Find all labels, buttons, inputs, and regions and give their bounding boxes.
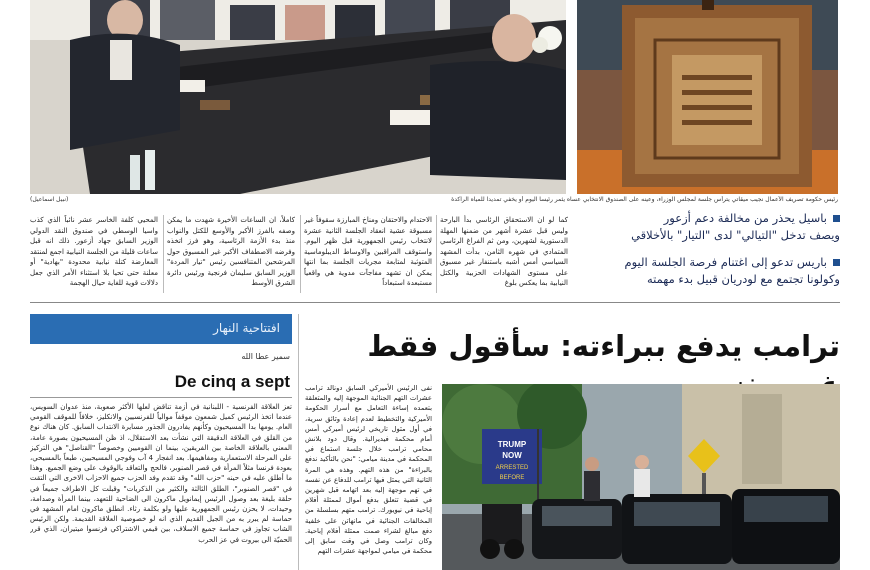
photo-credit: (نبيل اسماعيل) bbox=[30, 196, 69, 203]
bullet-square-icon bbox=[833, 215, 840, 222]
brief-line: باسيل يحذر من مخالفة دعم أزعور bbox=[663, 211, 827, 225]
opinion-body: تعز العلاقة الفرنسية - اللبنانية في أزمة تناقض لعلها الأكثر صعوبة، منذ عدوان السويس، عندما اتخذ الرئيس كميل شمعون موقفاً موالياً للفرنسيين والانكليز، خلافاً للموقف القومي العام. يومها بدا المسيحيون وكأنهم يفادرون الجذور مسايرة الانتداب السابق. كان هناك نوع من القلق في العلاقة الدقيقة التي نشأت بعد الاستقلال، اذ ظن المسيحيون بصورة عامة، المعني بالعلاقة الخاصة بين الفريقين، بينما ان القوميين وخصوصاً "القناصل" هي التركيز على المرحلة الاستعمارية ومفاهيمها. بعد انفجار 4 آب وفوجي المسيحيين، طبعاً بالمسيحي، بعودة فرنسا مثلاً المرأة في قصر الصنوبر، فالحج والتعاقد بالوقوف على وضع الجميع. وهذا ما أطلق عليه في حينه "حزب الله" وقد تقدم وفد الحزب جميع الاحزاب الاخرى التي التقت في "قصر الصنوبر"، الطلق الثالثة والكثير من الذكريات" وقبلت كل الاطراف جميعاً في حلقة بليغة بعد وصول الرئيس إيمانويل ماكرون الى الضاحية للتعهد، بينما المرأة وصدامة، وحيدات، لا يحزن رئيس الجمهورية عليها ولو بكلمة رثاء. انطلق ماكرون امام المشهد في حماسة لم يبرر به من الجيل القديم الذي انه لو خصوصية العلاقة القديمة. ولكن الرئيس الشاب تجاوز في حماسة جميع الاسلاف، بين قيمي الاشتراكي فرنسوا ميتيران، الذي قرر الحميّة الى بيروت في عز الحرب bbox=[30, 403, 292, 544]
photo-caption: رئيس حكومة تصريف الأعمال نجيب ميقاتي يترأس جلسة لمجلس الوزراء، وعينه على الصندوق الانتخابي عساه يثمر رئيساً اليوم أو يخفي تمديداً للمياه الراكدة bbox=[451, 196, 838, 203]
motorcade-image bbox=[442, 384, 840, 570]
column-divider bbox=[163, 215, 164, 293]
brief-item-2[interactable] bbox=[600, 254, 840, 288]
opinion-section-title: افتتاحية النهار bbox=[213, 321, 280, 335]
opinion-divider bbox=[30, 397, 292, 398]
motorcade-photo bbox=[442, 384, 840, 570]
bullet-square-icon bbox=[833, 259, 840, 266]
protest-sign-text: TRUMP bbox=[497, 440, 527, 449]
protest-sign-text: BEFORE bbox=[499, 475, 525, 481]
opinion-title: De cinq a sept bbox=[174, 372, 290, 391]
column-divider bbox=[300, 215, 301, 293]
top-column-2: الاحتدام والاحتقان ومناخ المبارزة سقوفاً غير مسبوقة عشية انعقاد الجلسة الثانية عشرة لانتخاب رئيس الجمهورية قبل ظهر اليوم. واستوقف المراقبين والاوساط الديبلوماسية المتوثبة لمتابعة مجريات الجلسة بما انتها يمكن ان تشهد مفاجآت مدوية هي واقعياً مستبعدة استبعاداً bbox=[304, 216, 432, 287]
section-divider bbox=[30, 302, 840, 303]
opinion-author: سمير عطا الله bbox=[241, 352, 290, 361]
column-divider bbox=[436, 215, 437, 293]
trump-story-text: نفى الرئيس الأميركي السابق دونالد ترامب عشرات التهم الجنائية الموجهة إليه والمتعلقة بتعمده إساءة التعامل مع أسرار الحكومة الأميركية والتخطيط لعدم إعادة وثائق سرية، في أول مثول تاريخي لرئيس أميركي أمس أمام محكمة فيديرالية. وقال دود بلانش محامي ترامب خلال جلسة استماع في المحكمة في مدينة ميامي: "نحن بالتأكيد ندفع بالبراءة" من هذه التهم. وهذه هي المرة الثانية التي يمثل فيها ترامب للدفاع عن نفسه في تهم موجهة إليه بعد اتهامه قبل شهرين في قضية تتعلق بدفع أموال لممثلة أفلام إباحية في نيويورك. ترامب متهم بسلسلة من المخالفات الجنائية في مانهاتن على خلفية دفع مبالغ لشراء صمت ممثلة أفلام إباحية. وكان ترامب وصل في وقت سابق إلى محكمة في ميامي لمواجهة عشرات التهم bbox=[305, 384, 432, 556]
cabinet-meeting-image bbox=[30, 0, 566, 194]
column-divider bbox=[298, 314, 299, 570]
opinion-section-banner bbox=[30, 314, 292, 344]
top-column-4: المحيي كلفة الخاسر عشر نائباً الذي كذب واسيا الوسطي في صندوق النقد الدولي الوزير السابق جهاد أزعور. ذلك انه قبل ساعات قليلة من الجلسة النيابية اجمع لمنتقد المعارضة كتلة نيابية محدودة "بهادية" أو معلنة حتى تحيا بلا استثناء الأمر الذي جعل دلالات قوية للغاية حيال الهجمة bbox=[30, 216, 158, 287]
ballot-box-image bbox=[577, 0, 838, 194]
top-column-1: كما لو ان الاستحقاق الرئاسي بدأ البارحة وليس قبل عشرة أشهر من ضمنها المهلة الدستورية لشهرين، ومن ثم الفراغ الرئاسي المتمادي في شهره الثامن، بدأت المشهد السياسي أمس أشبه باستنفار غير مسبوق على مستوى الشهادات الحزبية والكتل النيابية بما يعكس بلوغ bbox=[440, 216, 568, 287]
protest-sign-text: NOW bbox=[502, 451, 522, 460]
brief-line: باريس تدعو إلى اغتنام فرصة الجلسة اليوم bbox=[624, 255, 827, 269]
main-headline[interactable]: ترامب يدفع ببراءته: سأقول فقط bbox=[367, 329, 840, 363]
brief-line: وكولونا تجتمع مع لودريان قبيل بدء مهمته bbox=[646, 272, 840, 286]
brief-item-1[interactable] bbox=[600, 210, 840, 244]
brief-line: ويصف تدخل "التيالي" لدى "التيار" بالأخلاقي bbox=[631, 228, 840, 242]
ballot-box-photo bbox=[577, 0, 838, 194]
cabinet-meeting-photo bbox=[30, 0, 566, 194]
top-column-3: كاملاً، ان الساعات الأخيرة شهدت ما يمكن وصفه بالفرز الأكبر والأوسع للكتل والنواب منذ بدء الأزمة الرئاسية، وهو فرز اتخذه وفرضه الاصطفاف الأكبر غير المسبوق حول المرشحين المتنافسين رئيس "تيار المردة" الوزير السابق سليمان فرنجية ورئيس دائرة الشرق الأوسط bbox=[167, 216, 295, 287]
protest-sign-text: ARRESTED bbox=[495, 465, 529, 471]
